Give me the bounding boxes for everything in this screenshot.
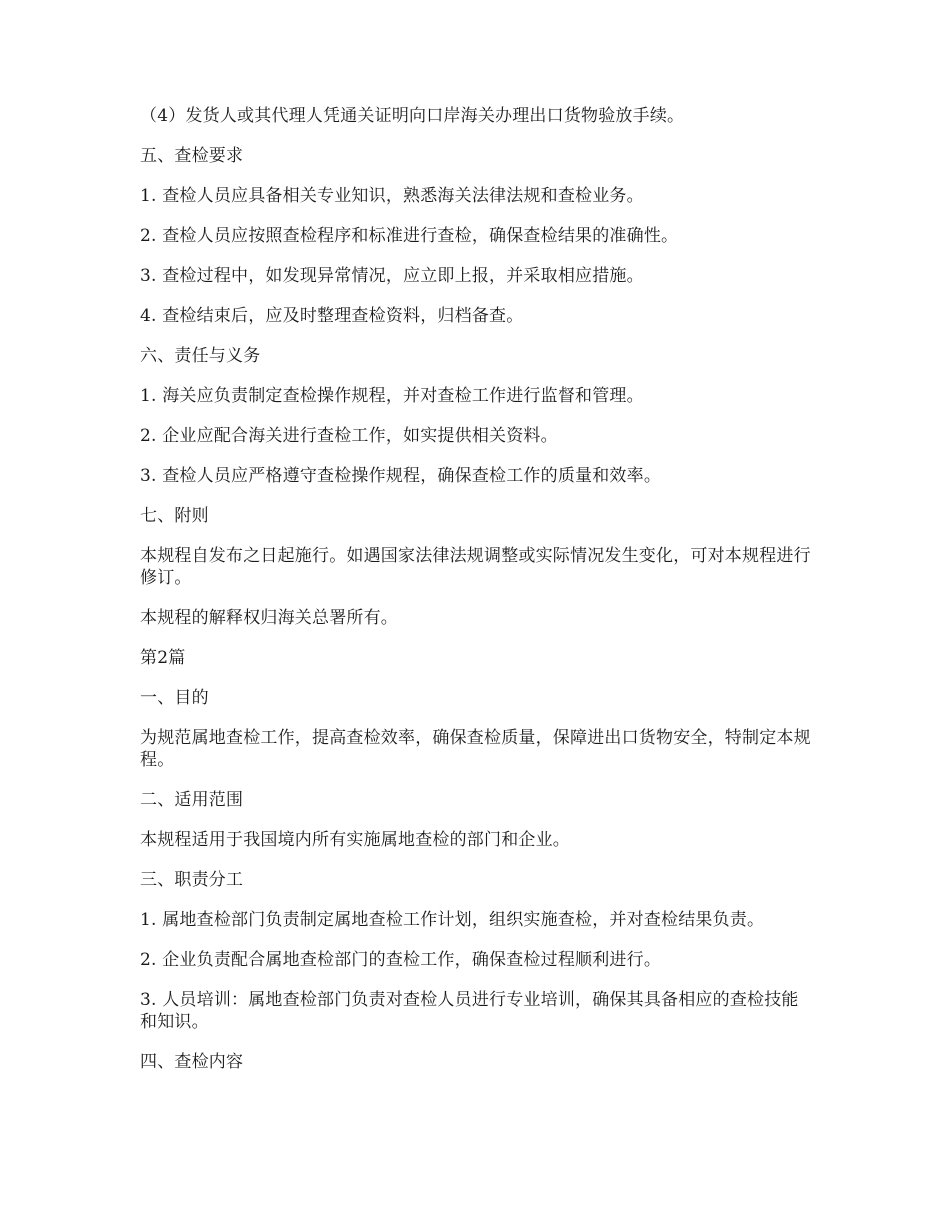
paragraph: 本规程适用于我国境内所有实施属地查检的部门和企业。 xyxy=(140,830,570,850)
section-heading: 七、附则 xyxy=(140,506,209,526)
section-heading: 六、责任与义务 xyxy=(140,346,261,366)
paragraph: 本规程的解释权归海关总署所有。 xyxy=(140,608,398,628)
list-item: 2. 企业应配合海关进行查检工作，如实提供相关资料。 xyxy=(140,426,558,446)
list-item: 2. 查检人员应按照查检程序和标准进行查检，确保查检结果的准确性。 xyxy=(140,226,679,246)
part-heading: 第2篇 xyxy=(140,648,186,668)
document-page xyxy=(140,105,815,1091)
paragraph: 为规范属地查检工作，提高查检效率，确保查检质量，保障进出口货物安全，特制定本规程。 xyxy=(140,728,811,770)
section-heading: 五、查检要求 xyxy=(140,146,244,166)
list-item: 2. 企业负责配合属地查检部门的查检工作，确保查检过程顺利进行。 xyxy=(140,950,662,970)
section-heading: 四、查检内容 xyxy=(140,1052,244,1072)
list-item: 3. 查检过程中，如发现异常情况，应立即上报，并采取相应措施。 xyxy=(140,266,644,286)
paragraph: 本规程自发布之日起施行。如遇国家法律法规调整或实际情况发生变化，可对本规程进行修订。 xyxy=(140,546,811,588)
paragraph: （4）发货人或其代理人凭通关证明向口岸海关办理出口货物验放手续。 xyxy=(140,106,685,126)
section-heading: 二、适用范围 xyxy=(140,790,244,810)
list-item: 3. 人员培训：属地查检部门负责对查检人员进行专业培训，确保其具备相应的查检技能和知识。 xyxy=(140,990,799,1032)
list-item: 3. 查检人员应严格遵守查检操作规程，确保查检工作的质量和效率。 xyxy=(140,466,662,486)
section-heading: 三、职责分工 xyxy=(140,870,244,890)
list-item: 1. 查检人员应具备相关专业知识，熟悉海关法律法规和查检业务。 xyxy=(140,186,644,206)
list-item: 4. 查检结束后，应及时整理查检资料，归档备查。 xyxy=(140,306,524,326)
list-item: 1. 属地查检部门负责制定属地查检工作计划，组织实施查检，并对查检结果负责。 xyxy=(140,910,765,930)
list-item: 1. 海关应负责制定查检操作规程，并对查检工作进行监督和管理。 xyxy=(140,386,644,406)
section-heading: 一、目的 xyxy=(140,688,209,708)
